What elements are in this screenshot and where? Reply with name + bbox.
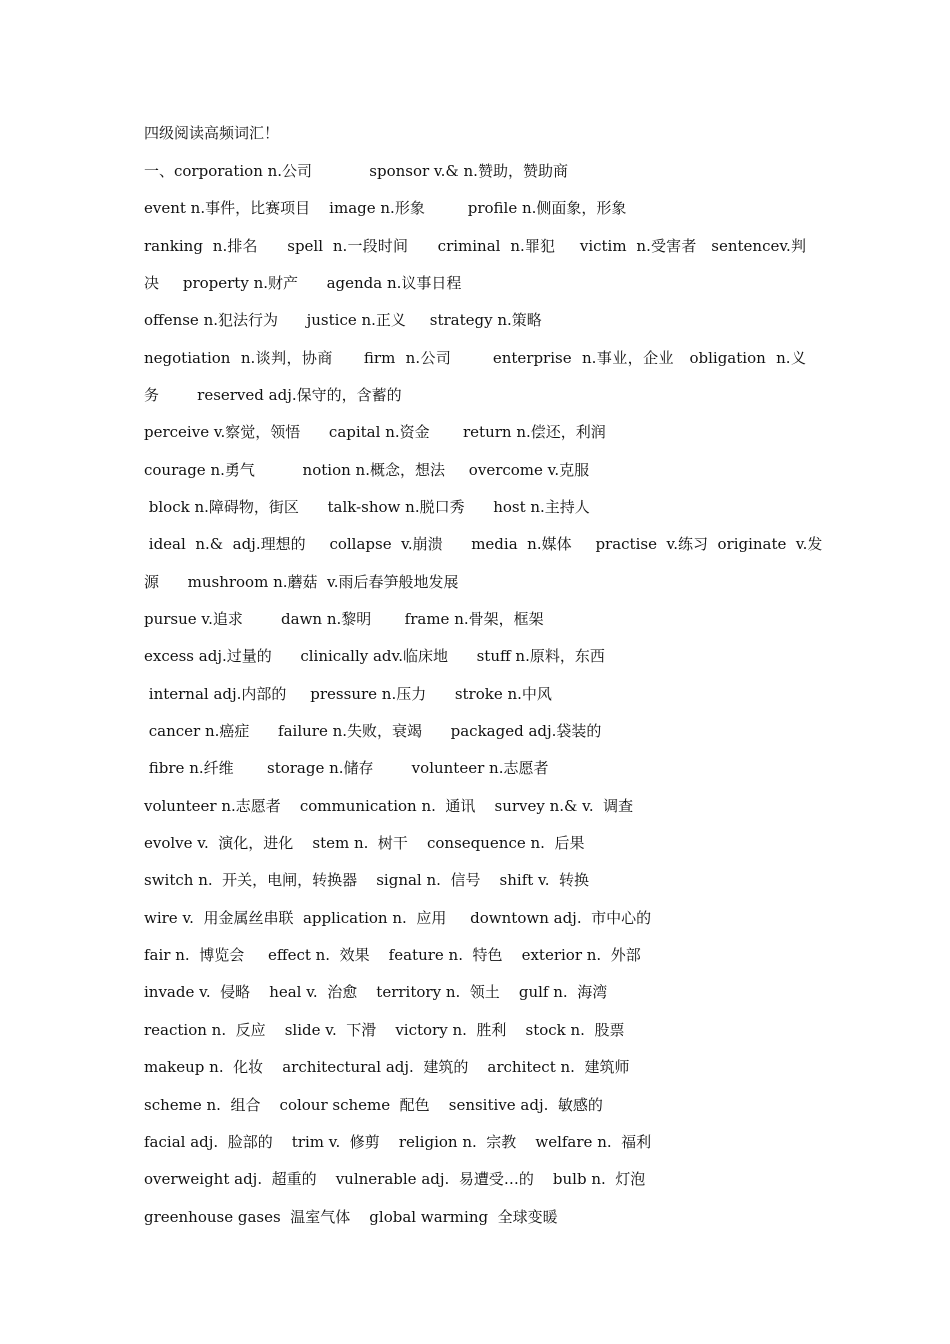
- vocab-line: cancer n.癌症 failure n.失败，衰竭 packaged adj.袋装的: [144, 722, 602, 740]
- vocab-line: 务 reserved adj.保守的，含蓄的: [144, 386, 402, 404]
- vocab-line: offense n.犯法行为 justice n.正义 strategy n.策略: [144, 311, 542, 329]
- vocab-line: internal adj.内部的 pressure n.压力 stroke n.中风: [144, 685, 552, 703]
- vocab-line: pursue v.追求 dawn n.黎明 frame n.骨架，框架: [144, 610, 544, 628]
- vocab-line: overweight adj. 超重的 vulnerable adj. 易遭受…的 bulb n. 灯泡: [144, 1170, 646, 1188]
- vocab-line: excess adj.过量的 clinically adv.临床地 stuff n.原料，东西: [144, 647, 605, 665]
- vocab-line: wire v. 用金属丝串联 application n. 应用 downtown adj. 市中心的: [144, 909, 652, 927]
- vocab-line: greenhouse gases 温室气体 global warming 全球变暖: [144, 1208, 558, 1226]
- document-title: 四级阅读高频词汇！: [144, 124, 280, 142]
- vocab-line: negotiation n.谈判，协商 firm n.公司 enterprise n.事业，企业 obligation n.义: [144, 349, 806, 367]
- vocab-line: 一、corporation n.公司 sponsor v.& n.赞助，赞助商: [144, 162, 568, 180]
- vocab-line: 决 property n.财产 agenda n.议事日程: [144, 274, 462, 292]
- vocab-line: switch n. 开关，电闸，转换器 signal n. 信号 shift v. 转换: [144, 871, 590, 889]
- vocab-line: courage n.勇气 notion n.概念，想法 overcome v.克服: [144, 461, 590, 479]
- vocab-line: invade v. 侵略 heal v. 治愈 territory n. 领土 gulf n. 海湾: [144, 983, 608, 1001]
- vocab-line: fibre n.纤维 storage n.储存 volunteer n.志愿者: [144, 759, 549, 777]
- vocab-line: makeup n. 化妆 architectural adj. 建筑的 architect n. 建筑师: [144, 1058, 630, 1076]
- vocab-line: ideal n.& adj.理想的 collapse v.崩溃 media n.媒体 practise v.练习 originate v.发: [144, 535, 823, 553]
- vocab-line: reaction n. 反应 slide v. 下滑 victory n. 胜利 stock n. 股票: [144, 1021, 625, 1039]
- vocab-line: ranking n.排名 spell n.一段时间 criminal n.罪犯 victim n.受害者 sentencev.判: [144, 237, 806, 255]
- vocab-line: block n.障碍物，街区 talk-show n.脱口秀 host n.主持人: [144, 498, 590, 516]
- vocab-line: scheme n. 组合 colour scheme 配色 sensitive adj. 敏感的: [144, 1096, 603, 1114]
- vocab-line: perceive v.察觉，领悟 capital n.资金 return n.偿还，利润: [144, 423, 606, 441]
- vocab-line: evolve v. 演化，进化 stem n. 树干 consequence n. 后果: [144, 834, 585, 852]
- vocab-line: volunteer n.志愿者 communication n. 通讯 survey n.& v. 调查: [144, 797, 634, 815]
- vocab-line: 源 mushroom n.蘑菇 v.雨后春笋般地发展: [144, 573, 459, 591]
- vocab-line: event n.事件，比赛项目 image n.形象 profile n.侧面象，形象: [144, 199, 627, 217]
- vocab-line: fair n. 博览会 effect n. 效果 feature n. 特色 exterior n. 外部: [144, 946, 641, 964]
- vocab-line: facial adj. 脸部的 trim v. 修剪 religion n. 宗教 welfare n. 福利: [144, 1133, 652, 1151]
